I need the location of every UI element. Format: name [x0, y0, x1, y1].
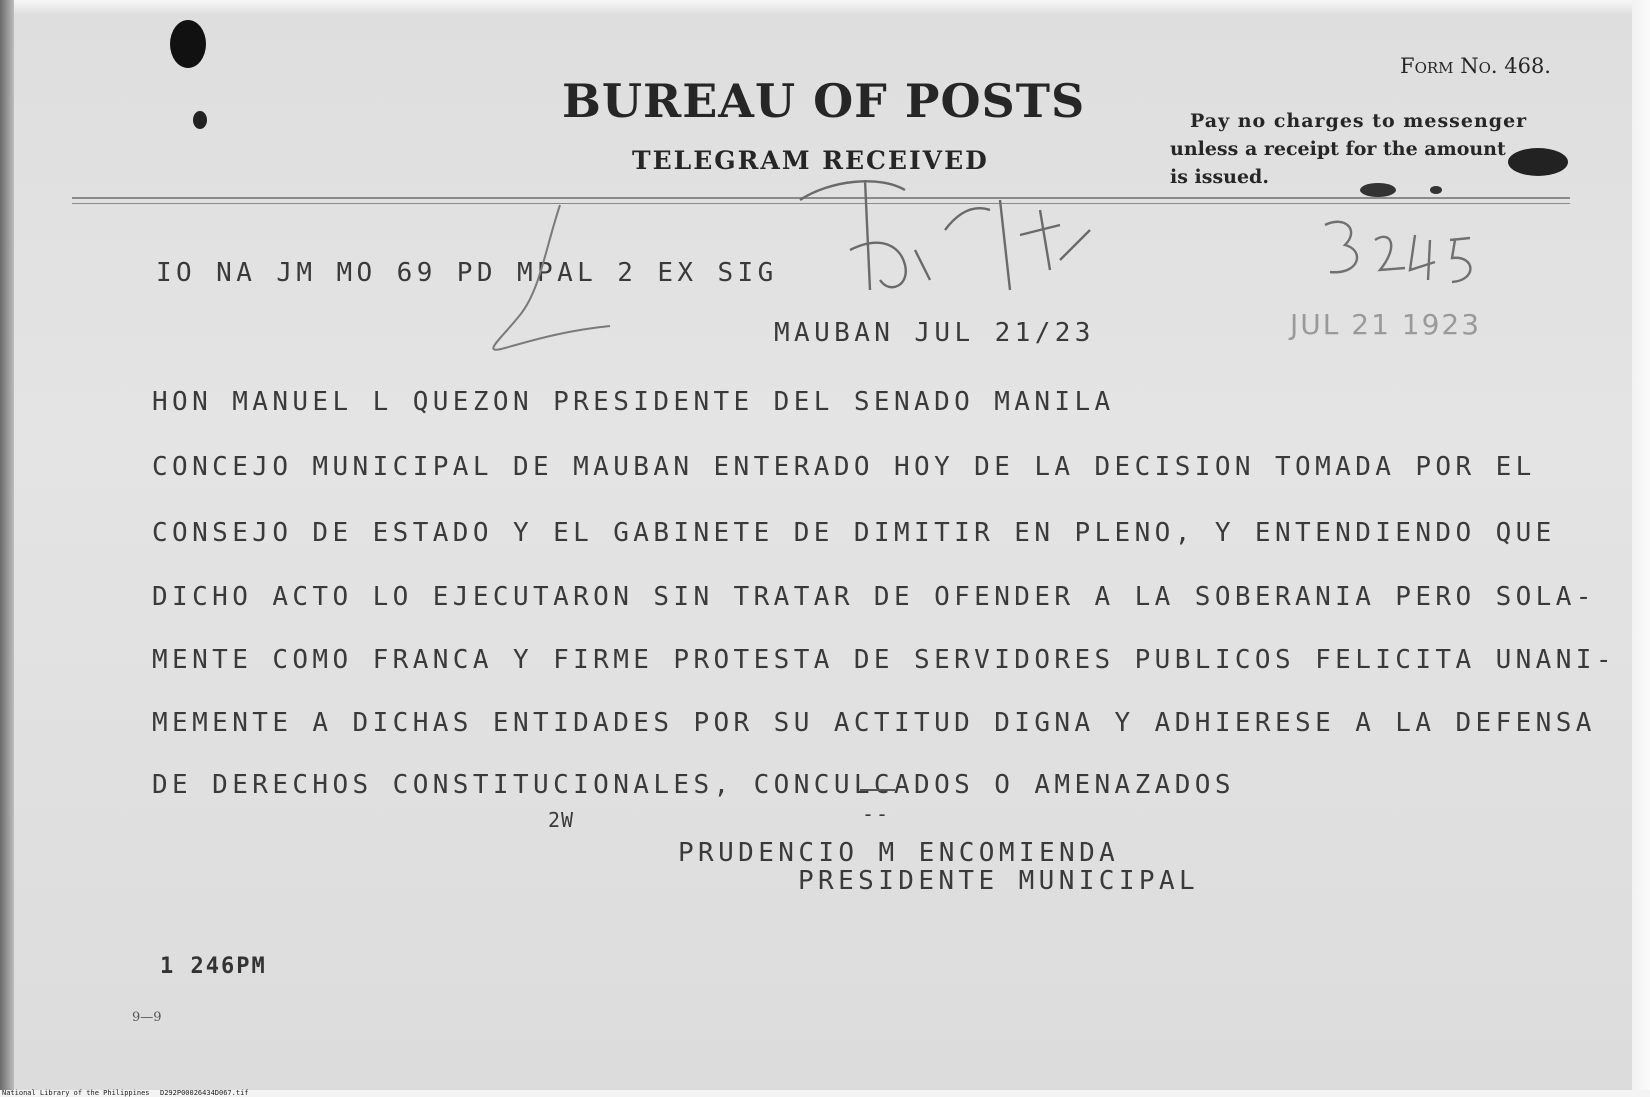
message-line: CONSEJO DE ESTADO Y EL GABINETE DE DIMITIR EN PLENO, Y ENTENDIENDO QUE — [152, 518, 1556, 548]
dash-mark: -- — [862, 802, 891, 826]
header-rule — [72, 203, 1570, 204]
transmission-code: IO NA JM MO 69 PD MPAL 2 EX SIG — [156, 258, 778, 288]
scan-left-edge — [0, 0, 14, 1090]
form-subtitle: TELEGRAM RECEIVED — [632, 146, 989, 175]
form-number: Form No. 468. — [1400, 54, 1551, 78]
scan-top-edge — [0, 0, 1650, 14]
signature-name: PRUDENCIO M ENCOMIENDA — [678, 838, 1120, 868]
message-line: MEMENTE A DICHAS ENTIDADES POR SU ACTITUD DIGNA Y ADHIERESE A LA DEFENSA — [152, 708, 1596, 738]
message-line: DICHO ACTO LO EJECUTARON SIN TRATAR DE OFENDER A LA SOBERANIA PERO SOLA- — [152, 582, 1596, 612]
signature-title: PRESIDENTE MUNICIPAL — [798, 866, 1200, 896]
notice-line: unless a receipt for the amount — [1170, 138, 1506, 160]
time-received: 1 246PM — [160, 954, 267, 979]
addressee: HON MANUEL L QUEZON PRESIDENTE DEL SENADO MANILA — [152, 387, 1115, 417]
page-marker: 9—9 — [132, 1010, 162, 1025]
file-name: D292P00026434D067.tif — [160, 1089, 249, 1097]
message-line: CONCEJO MUNICIPAL DE MAUBAN ENTERADO HOY DE LA DECISION TOMADA POR EL — [152, 452, 1536, 482]
received-date-stamp: JUL 21 1923 — [1290, 308, 1482, 341]
notice-line: is issued. — [1170, 166, 1269, 188]
scan-right-edge — [1632, 0, 1650, 1090]
message-line: DE DERECHOS CONSTITUCIONALES, CONCULCADOS O AMENAZADOS — [152, 770, 1235, 800]
notice-line: Pay no charges to messenger — [1190, 110, 1528, 132]
header-rule — [72, 197, 1570, 199]
clerk-mark: 2W — [548, 808, 575, 832]
origin-and-date: MAUBAN JUL 21/23 — [774, 318, 1095, 348]
form-title: BUREAU OF POSTS — [562, 74, 1086, 128]
message-line: MENTE COMO FRANCA Y FIRME PROTESTA DE SERVIDORES PUBLICOS FELICITA UNANI- — [152, 645, 1616, 675]
archive-credit: National Library of the Philippines — [2, 1089, 150, 1097]
